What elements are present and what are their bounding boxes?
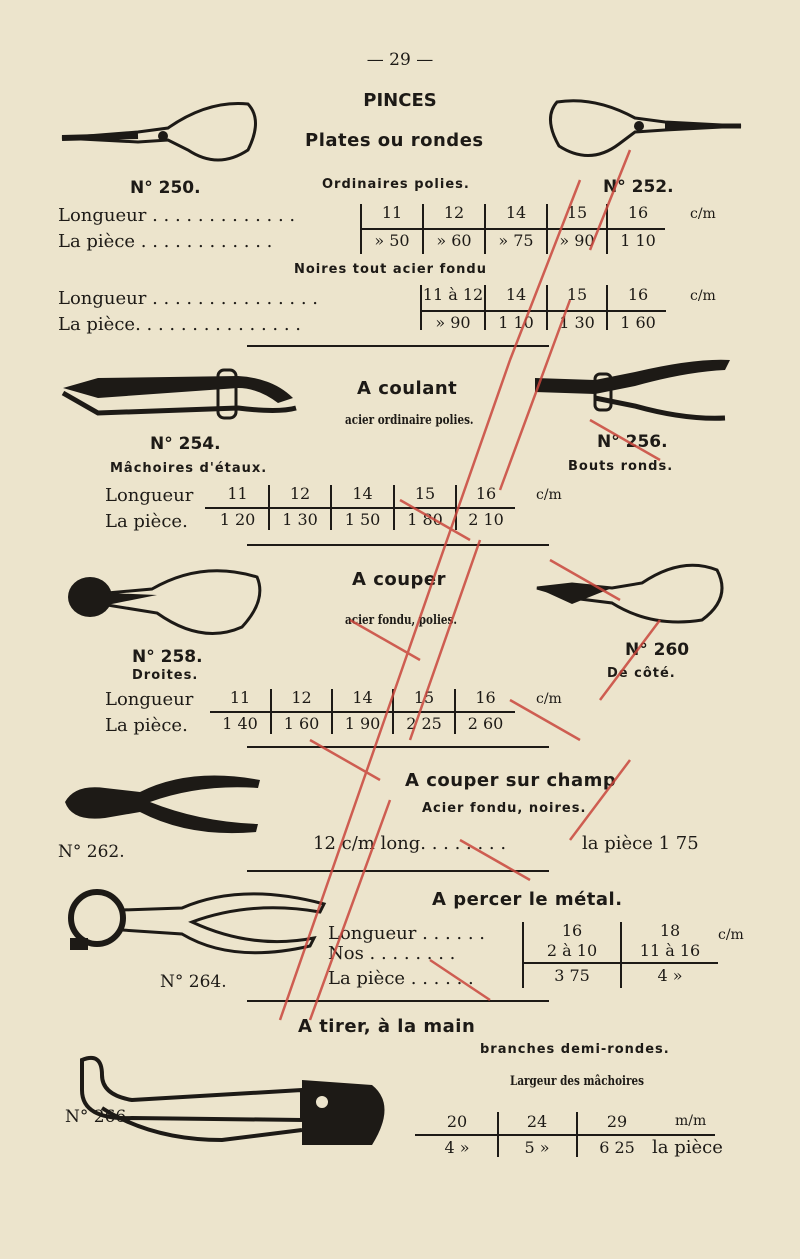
row-label-longueur: Longueur . . . . . .: [328, 923, 486, 944]
desc-droites: Droites.: [132, 668, 199, 683]
price-cell: 2 60: [467, 714, 504, 733]
price-cell: 2 25: [406, 714, 442, 733]
price-cell: 1 30: [282, 510, 318, 529]
price-cell: 1 60: [620, 313, 656, 332]
price-cell: 4 »: [444, 1138, 470, 1157]
len-cell: 11 à 12: [422, 285, 484, 304]
len-cell: 14: [352, 484, 373, 503]
len-cell: 16: [475, 484, 497, 503]
subheading-ordinaires: Ordinaires polies.: [322, 177, 470, 192]
item-number-258: N° 258.: [132, 647, 203, 667]
desc-de-cote: De côté.: [607, 666, 676, 681]
champ-price: la pièce 1 75: [582, 833, 699, 854]
len-cell: 11: [227, 484, 248, 503]
len-cell: 12: [289, 484, 311, 503]
price-suffix: la pièce: [652, 1137, 723, 1158]
section-divider: [247, 746, 549, 748]
section-divider: [247, 870, 549, 872]
diagonal-cutting-pliers-illustration: [60, 762, 270, 842]
section-divider: [247, 544, 549, 546]
item-number-256: N° 256.: [597, 432, 668, 452]
percer-cell: 3 75: [554, 966, 590, 985]
item-number-262: N° 262.: [58, 842, 125, 862]
width-cell: 24: [526, 1112, 548, 1131]
unit-label: c/m: [536, 487, 562, 503]
len-cell: 11: [229, 688, 251, 707]
len-cell: 15: [414, 484, 436, 503]
price-cell: 6 25: [599, 1138, 635, 1157]
len-cell: 12: [291, 688, 312, 707]
section-heading-coulant: A coulant: [357, 378, 458, 399]
price-cell: 1 20: [219, 510, 256, 529]
subheading-acier-fondu: acier fondu, polies.: [345, 613, 457, 628]
price-cell: » 60: [436, 231, 472, 250]
width-cell: 29: [606, 1112, 628, 1131]
row-label-piece: La pièce . . . . . . . . . . . .: [58, 231, 273, 252]
item-number-252: N° 252.: [603, 177, 674, 197]
champ-length: 12 c/m long. . . . . . . .: [313, 833, 507, 854]
subheading-largeur: Largeur des mâchoires: [510, 1074, 644, 1089]
unit-label: c/m: [690, 206, 716, 222]
subheading-noires: Noires tout acier fondu: [294, 262, 487, 277]
price-cell: » 90: [559, 231, 595, 250]
round-tip-sliding-pliers-illustration: [525, 350, 740, 430]
percer-cell: 16: [561, 921, 583, 940]
subheading-branches: branches demi-rondes.: [480, 1042, 670, 1057]
width-cell: 20: [446, 1112, 468, 1131]
len-cell: 12: [443, 203, 465, 222]
len-cell: 16: [627, 203, 649, 222]
len-cell: 14: [505, 285, 527, 304]
row-label-longueur: Longueur: [105, 689, 194, 710]
row-label-longueur: Longueur . . . . . . . . . . . . .: [58, 205, 296, 226]
price-cell: 2 10: [468, 510, 504, 529]
item-number-260: N° 260: [625, 640, 690, 660]
item-number-266: N° 266.: [65, 1107, 132, 1127]
page-title: PINCES: [363, 90, 437, 111]
len-cell: 14: [505, 203, 527, 222]
percer-cell: 11 à 16: [639, 941, 701, 960]
percer-cell: 4 »: [657, 966, 683, 985]
price-cell: 5 »: [524, 1138, 550, 1157]
row-label-piece: La pièce. . . . . . . . . . . . . . .: [58, 314, 302, 335]
page-number: — 29 —: [366, 50, 434, 70]
price-cell: » 90: [435, 313, 471, 332]
section-heading-couper: A couper: [352, 569, 447, 590]
price-cell: 1 30: [559, 313, 595, 332]
len-cell: 15: [566, 203, 588, 222]
subheading-acier-ordinaire: acier ordinaire polies.: [345, 413, 474, 428]
section-heading-percer: A percer le métal.: [432, 889, 623, 910]
unit-label: c/m: [718, 927, 744, 943]
flat-nose-pliers-illustration: [58, 90, 268, 180]
section-heading-plates: Plates ou rondes: [305, 130, 484, 151]
section-divider: [247, 345, 549, 347]
side-cutting-pliers-illustration: [532, 548, 737, 638]
len-cell: 11: [381, 203, 403, 222]
price-cell: 1 50: [344, 510, 381, 529]
price-cell: 1 10: [620, 231, 656, 250]
len-cell: 14: [352, 688, 373, 707]
len-cell: 15: [566, 285, 588, 304]
len-cell: 15: [413, 688, 435, 707]
unit-label: m/m: [675, 1113, 707, 1129]
item-number-254: N° 254.: [150, 434, 221, 454]
unit-label: c/m: [536, 691, 562, 707]
row-label-piece: La pièce . . . . . .: [328, 968, 474, 989]
item-number-250: N° 250.: [130, 178, 201, 198]
row-label-piece: La pièce.: [105, 715, 188, 736]
price-cell: » 75: [498, 231, 534, 250]
price-cell: 1 10: [498, 313, 534, 332]
price-cell: 1 40: [222, 714, 258, 733]
row-label-longueur: Longueur . . . . . . . . . . . . . . .: [58, 288, 319, 309]
sliding-pliers-illustration: [58, 358, 308, 438]
subheading-acier-noires: Acier fondu, noires.: [422, 801, 587, 816]
end-cutting-pliers-illustration: [62, 555, 272, 650]
price-cell: 1 80: [407, 510, 443, 529]
unit-label: c/m: [690, 288, 716, 304]
price-cell: 1 60: [283, 714, 320, 733]
round-nose-pliers-illustration: [535, 88, 745, 178]
desc-machoires-etaux: Mâchoires d'étaux.: [110, 461, 268, 476]
price-cell: » 50: [374, 231, 410, 250]
section-divider: [247, 1000, 549, 1002]
len-cell: 16: [475, 688, 496, 707]
percer-cell: 2 à 10: [546, 941, 598, 960]
row-label-nos: Nos . . . . . . . .: [328, 943, 456, 964]
section-heading-tirer: A tirer, à la main: [298, 1016, 476, 1037]
desc-bouts-ronds: Bouts ronds.: [568, 459, 674, 474]
row-label-piece: La pièce.: [105, 511, 188, 532]
percer-cell: 18: [659, 921, 681, 940]
price-cell: 1 90: [344, 714, 381, 733]
item-number-264: N° 264.: [160, 972, 227, 992]
metal-punch-pliers-illustration: [62, 880, 332, 970]
len-cell: 16: [627, 285, 649, 304]
row-label-longueur: Longueur: [105, 485, 194, 506]
section-heading-champ: A couper sur champ: [405, 770, 617, 791]
